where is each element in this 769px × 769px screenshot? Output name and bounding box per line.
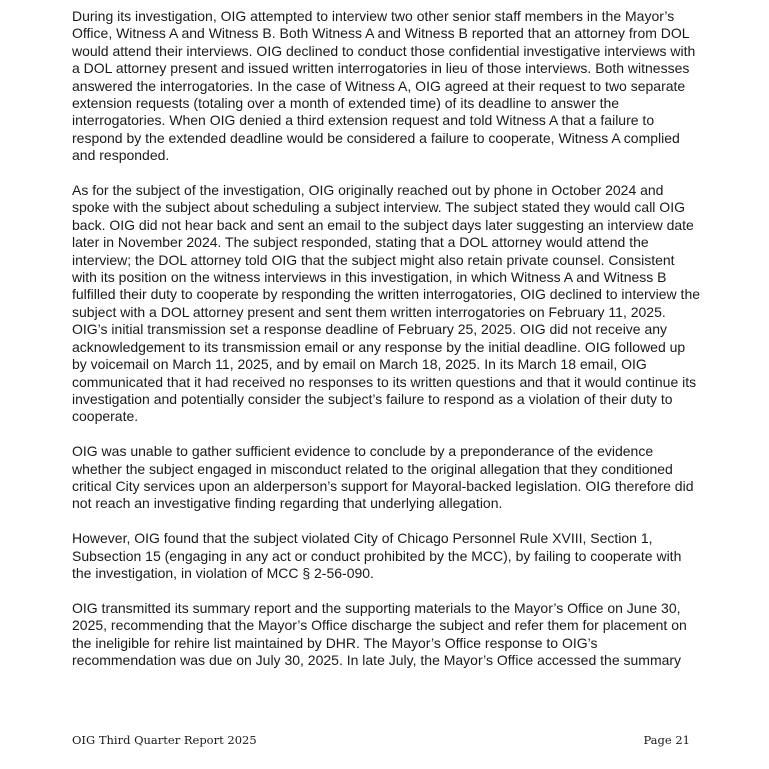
paragraph-witness-interviews: During its investigation, OIG attempted to interview two other senior staff members in the Mayor’s Office, Witness A and Witness B. Both Witness A and Witness B reported that an attorney from DOL would attend their interviews. OIG declined to conduct those confidential investigative interviews with a DOL attorney present and issued written interrogatories in lieu of those interviews. Both witnesses answered the interrogatories. In the case of Witness A, OIG agreed at their request to two separate extension requests (totaling over a month of extended time) of its deadline to answer the interrogatories. When OIG denied a third extension request and told Witness A that a failure to respond by the extended deadline would be considered a failure to cooperate, Witness A complied and responded. (72, 8, 696, 164)
paragraph-recommendation: OIG transmitted its summary report and the supporting materials to the Mayor’s Office on June 30, 2025, recommending that the Mayor’s Office discharge the subject and refer them for placement on the ineligible for rehire list maintained by DHR. The Mayor’s Office response to OIG’s recommendation was due on July 30, 2025. In late July, the Mayor’s Office accessed the summary (72, 599, 687, 668)
paragraph-finding: However, OIG found that the subject violated City of Chicago Personnel Rule XVIII, Section 1, Subsection 15 (engaging in any act or conduct prohibited by the MCC), by failing to cooperate with the investigation, in violation of MCC § 2-56-090. (72, 530, 682, 581)
paragraph-subject-contact: As for the subject of the investigation, OIG originally reached out by phone in October 2024 and spoke with the subject about scheduling a subject interview. The subject stated they would call OIG back. OIG did not hear back and sent an email to the subject days later suggesting an interview date later in November 2024. The subject responded, stating that a DOL attorney would attend the interview; the DOL attorney told OIG that the subject might also retain private counsel. Consistent with its position on the witness interviews in this investigation, in which Witness A and Witness B fulfilled their duty to cooperate by responding the written interrogatories, OIG declined to interview the subject with a DOL attorney present and sent them written interrogatories on February 11, 2025. OIG’s initial transmission set a response deadline of February 25, 2025. OIG did not receive any acknowledgement to its transmission email or any response by the initial deadline. OIG followed up by voicemail on March 11, 2025, and by email on March 18, 2025. In its March 18 email, OIG communicated that it had received no responses to its written questions and that it would continue its investigation and potentially consider the subject’s failure to respond as a violation of their duty to cooperate. (72, 182, 701, 425)
body-text (72, 8, 702, 687)
footer-page-number: Page 21 (643, 733, 690, 747)
paragraph-insufficient-evidence: OIG was unable to gather sufficient evidence to conclude by a preponderance of the evidence whether the subject engaged in misconduct related to the original allegation that they conditioned critical City services upon an alderperson’s support for Mayoral-backed legislation. OIG therefore did not reach an investigative finding regarding that underlying allegation. (72, 443, 694, 512)
footer-report-title: OIG Third Quarter Report 2025 (72, 733, 257, 747)
